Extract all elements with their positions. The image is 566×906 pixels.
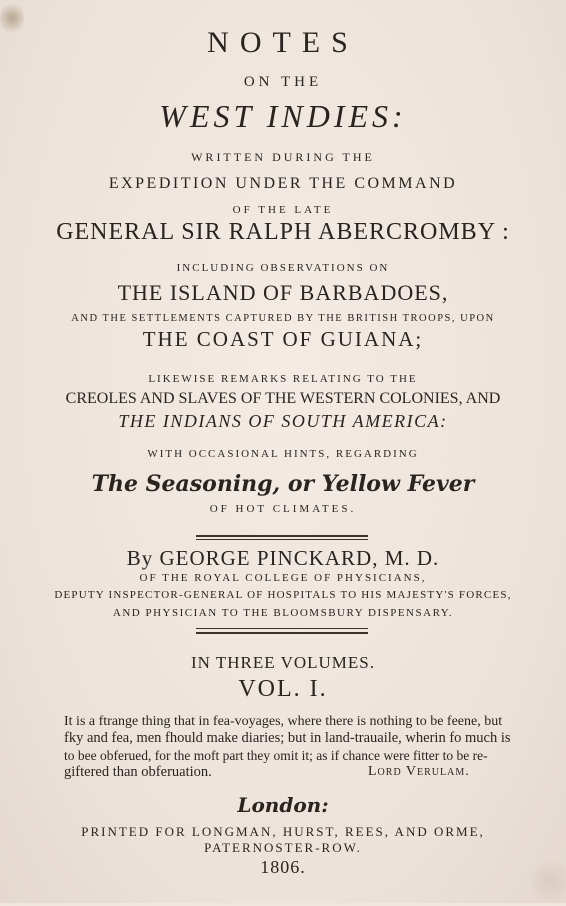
settlements-captured: AND THE SETTLEMENTS CAPTURED BY THE BRITISH TROOPS, UPON <box>71 313 495 324</box>
including-observations: INCLUDING OBSERVATIONS ON <box>176 262 390 274</box>
imprint-london: London: <box>237 793 329 817</box>
epigraph-line: It is a ftrange thing that in fea-voyages, where there is nothing to be feene, but <box>64 714 503 729</box>
written-during: WRITTEN DURING THE <box>191 150 375 164</box>
divider-rule <box>196 632 368 634</box>
printed-for: PRINTED FOR LONGMAN, HURST, REES, AND ORME, <box>81 824 485 839</box>
epigraph-line: fky and fea, men fhould make diaries; but in land-trauaile, wherin fo much is <box>64 730 511 746</box>
divider-rule <box>196 539 368 540</box>
epigraph-line: giftered than obferuation. <box>64 764 212 780</box>
epigraph-line: to bee obferued, for the moft part they omit it; as if chance were fitter to be re- <box>64 748 488 763</box>
deputy-inspector: DEPUTY INSPECTOR-GENERAL OF HOSPITALS TO HIS MAJESTY'S FORCES, <box>54 589 512 601</box>
imprint-year: 1806. <box>260 857 306 877</box>
island-barbadoes: THE ISLAND OF BARBADOES, <box>117 280 449 305</box>
title-on-the: ON THE <box>243 74 323 90</box>
general-abercromby: GENERAL SIR RALPH ABERCROMBY : <box>56 219 510 245</box>
epigraph-attribution: Lord Verulam. <box>368 764 470 779</box>
divider-rule <box>196 535 368 537</box>
of-the-late: OF THE LATE <box>232 204 334 216</box>
author-byline: By GEORGE PINCKARD, M. D. <box>126 546 440 570</box>
hot-climates: OF HOT CLIMATES. <box>209 503 357 515</box>
creoles-slaves: CREOLES AND SLAVES OF THE WESTERN COLONIES, AND <box>65 390 501 407</box>
coast-guiana: THE COAST OF GUIANA; <box>142 327 424 351</box>
bloomsbury-dispensary: AND PHYSICIAN TO THE BLOOMSBURY DISPENSARY. <box>112 607 454 619</box>
indians-south-america: THE INDIANS OF SOUTH AMERICA: <box>118 411 448 431</box>
paternoster-row: PATERNOSTER-ROW. <box>204 840 362 855</box>
volume-number: VOL. I. <box>238 676 328 702</box>
title-notes: NOTES <box>207 26 359 59</box>
seasoning-yellow-fever: The Seasoning, or Yellow Fever <box>91 471 475 497</box>
three-volumes: IN THREE VOLUMES. <box>190 653 375 672</box>
divider-rule <box>196 628 368 629</box>
royal-college: OF THE ROYAL COLLEGE OF PHYSICIANS, <box>139 572 427 584</box>
expedition: EXPEDITION UNDER THE COMMAND <box>108 175 458 192</box>
occasional-hints: WITH OCCASIONAL HINTS, REGARDING <box>147 448 419 460</box>
likewise-remarks: LIKEWISE REMARKS RELATING TO THE <box>148 373 418 385</box>
title-west-indies: WEST INDIES: <box>159 98 407 134</box>
